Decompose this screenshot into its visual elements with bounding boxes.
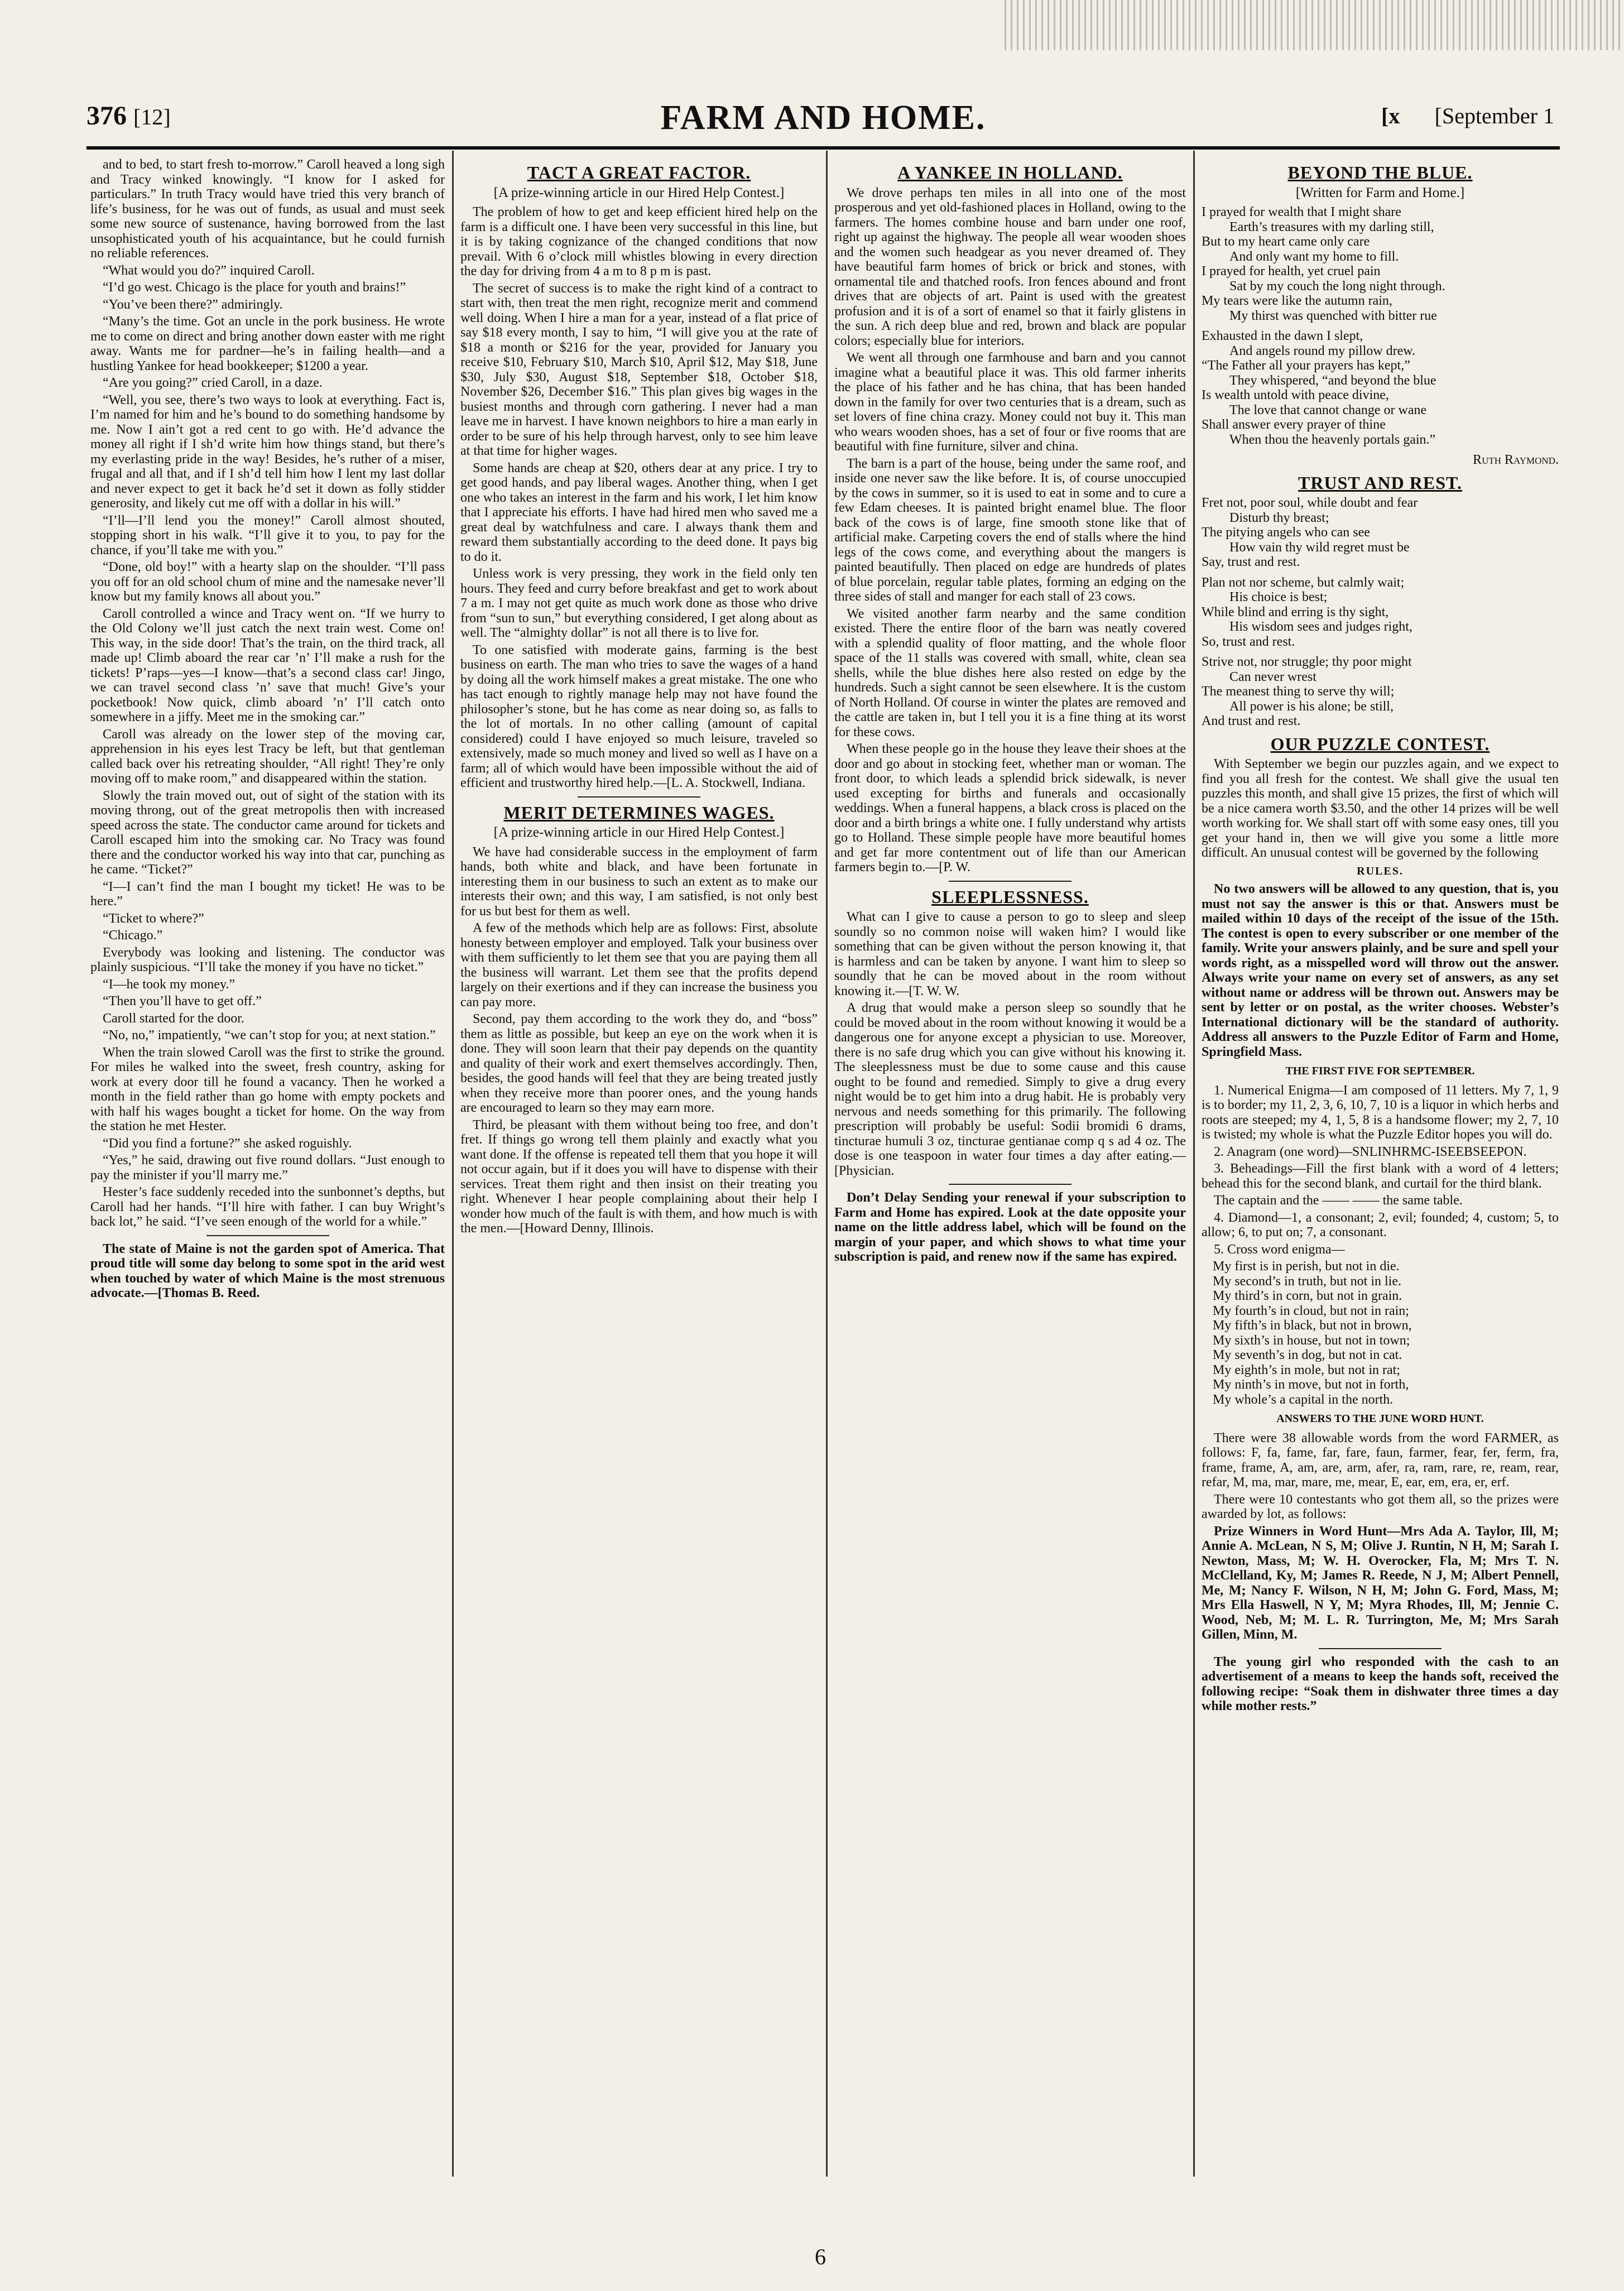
verse-line: “The Father all your prayers has kept,”	[1202, 358, 1410, 373]
paragraph: Second, pay them according to the work they do, and “boss” them as little as possible, but keep an eye on the work when it is done. They will soon learn that their pay depends on the quantity and quality of their work and exert themselves accordingly. Then, besides, the good hands will feel that they are being treated justly when they receive more than poorer ones, and the young hands are encouraged to learn so they may earn more.	[460, 1012, 818, 1115]
enigma-line: My whole’s a capital in the north.	[1213, 1392, 1394, 1407]
verse-line: They whispered, “and beyond the blue	[1229, 373, 1436, 388]
enigma-line: My ninth’s in move, but not in forth,	[1213, 1377, 1409, 1392]
column-divider	[452, 151, 454, 2177]
paragraph: Caroll was already on the lower step of the moving car, apprehension in his eyes lest Tracy be left, but that gentleman called back over his retreating shoulder, “All right! They’re only moving off to make room,” and disappeared within the station.	[90, 727, 445, 786]
stanza	[1202, 496, 1559, 570]
verse-line: While blind and erring is thy sight,	[1202, 604, 1389, 619]
headline-trust: TRUST AND REST.	[1298, 472, 1462, 493]
paragraph: Hester’s face suddenly receded into the sunbonnet’s depths, but Caroll had her hands. “I’ll hire with father. I can buy Wright’s back lot,” he said. “I’ve seen enough of the world for a while.”	[90, 1185, 445, 1229]
paragraph: Everybody was looking and listening. The conductor was plainly suspicious. “I’ll take the money if you have no ticket.”	[90, 945, 445, 974]
paragraph: The captain and the —— —— the same table.	[1214, 1193, 1463, 1208]
subhead: [A prize-winning article in our Hired Help Contest.]	[493, 185, 785, 200]
header-rule	[87, 146, 1560, 150]
paragraph: We drove perhaps ten miles in all into one of the most prosperous and yet old-fashioned places in Holland, owing to the farmers. The homes combine house and barn under one roof, right up against the highway. The people all wear wooden shoes and the women such headgear as you never dreamed of. They have beautiful farm homes of brick or brick and stones, with ornamental tile and thatched roofs. Iron fences abound and front drives that are objects of art. Paint is used with the greatest profusion and it is of a sort of enamel so that it fairly glistens in the sun. A rich deep blue and red, brown and black are popular colors; especially blue for interiors.	[834, 185, 1186, 348]
verse-line: Is wealth untold with peace divine,	[1202, 388, 1389, 402]
enigma-line: My fourth’s in cloud, but not in rain;	[1213, 1303, 1409, 1318]
paragraph: 3. Beheadings—Fill the first blank with a word of 4 letters; behead this for the second blank, and curtail for the third blank.	[1202, 1161, 1559, 1191]
paragraph: What can I give to cause a person to go to sleep and sleep soundly so no common noise will waken him? I would like something that can be given without the person knowing it, that is harmless and can be taken by anyone. I want him to sleep so soundly that he can be moved about in the room without knowing it.—[T. W. W.	[834, 910, 1186, 998]
stanza	[1202, 575, 1559, 650]
verse-line: I prayed for health, yet cruel pain	[1202, 264, 1381, 278]
paragraph: Caroll started for the door.	[103, 1011, 244, 1026]
rules-label: RULES.	[1357, 864, 1404, 877]
paragraph: 4. Diamond—1, a consonant; 2, evil; founded; 4, custom; 5, to allow; 6, to put on; 7, a consonant.	[1202, 1210, 1559, 1240]
paragraph: “Well, you see, there’s two ways to look at everything. Fact is, I’m named for him and he’s bound to do something handsome by me. Now I ain’t got a red cent to go with. He’d advance the money all right if I sh’d write him how things stand, but there’s my everlasting pride in the way! Besides, he’s ruther of a miser, frugal and all that, and if I sh’d tell him how I lent my last dollar and never expect to get it back he’d set it down as folly stidder generosity, and likely cut me off with a dollar in his will.”	[90, 392, 445, 511]
answers-label: ANSWERS TO THE JUNE WORD HUNT.	[1276, 1413, 1484, 1425]
puzzle-list	[1202, 1083, 1559, 1257]
enigma	[1202, 1259, 1559, 1407]
paragraph: “What would you do?” inquired Caroll.	[103, 263, 315, 278]
verse-line: Can never wrest	[1229, 669, 1317, 684]
page-marker: 6	[815, 2244, 826, 2269]
paragraph: Slowly the train moved out, out of sight of the station with its moving throng, out of the great metropolis then with increased speed across the state. The conductor came around for tickets and Caroll escaped him into the smoking car. No Tracy was found there and the conductor worked his way into that car, punching as he came. “Ticket?”	[90, 788, 445, 877]
verse-line: All power is his alone; be still,	[1229, 699, 1394, 714]
paragraph: A drug that would make a person sleep so soundly that he could be moved about in the room without knowing it would be a dangerous one for anyone except a physician to use. Moreover, there is no safe drug which you can give without his knowing it. The sleeplessness must be due to some cause and this cause ought to be found and remedied. Simply to give a drug every night would be to get him into a drug habit. He is probably very nervous and needs something for this primarily. The following prescription will probably be useful: Sodii bromidi 6 drams, tincturae humuli 3 oz, tincturae gentianae comp q s ad 4 oz. The dose is one teaspoon in water four times a day after eating.—[Physician.	[834, 1001, 1186, 1178]
paragraph: Some hands are cheap at $20, others dear at any price. I try to get good hands, and pay liberal wages. Another thing, when I get one who takes an interest in the farm and his work, I let him know that I appreciate his efforts. I have had hired men who saved me a great deal by watchfulness and care. I always thank them and reward them substantially according to the deed done. It pays big to do it.	[460, 460, 818, 564]
prize-winners: Prize Winners in Word Hunt—Mrs Ada A. Taylor, Ill, M; Annie A. McLean, N S, M; Olive J. Runtin, N H, M; Sarah I. Newton, Mass, M; W. H. Overocker, Fla, M; Mrs T. N. McClelland, Ky, M; James R. Reede, N J, M; Albert Pennell, Me, M; Nancy F. Wilson, N H, M; John G. Ford, Mass, M; Mrs Ella Haswell, N Y, M; Myra Rhodes, Ill, M; Jennie C. Wood, Neb, M; M. L. R. Turrington, Me, M; Mrs Sarah Gillen, Minn, M.	[1202, 1524, 1559, 1642]
page-number: 376 [12]	[87, 101, 171, 131]
paragraph: We visited another farm nearby and the same condition existed. There the entire floor of the barn was neatly covered with a splendid quality of floor matting, and the whole floor space of the 11 stalls was covered with small, white, clean sea shells, while the blue dishes here also rested on edge by the hundreds. Such a sight cannot be seen elsewhere. It is the custom of North Holland. Of course in winter the plates are removed and the cattle are taken in, but I tell you it is a fine thing at its worst for these cows.	[834, 606, 1186, 739]
column-divider	[1193, 151, 1195, 2177]
winners-text: There were 10 contestants who got them all, so the prizes were awarded by lot, as follows:	[1202, 1492, 1559, 1521]
stanza	[1202, 205, 1559, 323]
paragraph: and to bed, to start fresh to-morrow.” Caroll heaved a long sigh and Tracy winked knowingly. “I know for I asked for particulars.” In truth Tracy would have tried this very branch of life’s business, for he was out of funds, as usual and must seek some new source of sustenance, having borrowed from the last unsophisticated youth of his acquaintance, but he could furnish no reliable references.	[90, 157, 445, 261]
paragraph: Caroll controlled a wince and Tracy went on. “If we hurry to the Old Colony we’ll just catch the next train west. Come on! This way, in the side door! That’s the train, on the third track, all made up! Climb aboard the rear car ’n’ I’ll make a rush for the tickets! P’raps—yes—I know—that’s a second class car! Jingo, we can travel second class ’n’ save that much! Give’s your pocketbook! Now quick, climb aboard ’n’ I’ll catch onto somewhere in a jiffy. Meet me in the smoking car.”	[90, 606, 445, 724]
contest-intro: With September we begin our puzzles again, and we expect to find you all fresh for the contest. We shall give the usual ten puzzles this month, and shall give 15 prizes, the first of which will be a nice camera worth $3.50, and the other 14 prizes will be well worth working for. We shall start off with some easy ones, till you get your hand in, then we will give you some a little more difficult. An unusual contest will be governed by the following	[1202, 757, 1559, 860]
verse-line: How vain thy wild regret must be	[1229, 540, 1410, 555]
paragraph: “I’ll—I’ll lend you the money!” Caroll almost shouted, stopping short in his walk. “I’ll give it to you, to pay for the chance, if you’ll take me with you.”	[90, 513, 445, 558]
article-body	[460, 205, 818, 791]
verse-line: Plan not nor scheme, but calmly wait;	[1202, 575, 1405, 590]
paragraph: The barn is a part of the house, being under the same roof, and inside one never saw the like before. It is, of course unoccupied by the cows in summer, so it is used to eat in some and to cure a few Edam cheeses. It is painted bright enamel blue. The floor back of the cows is of large, fine smooth stone like that of artificial make. Carpeting covers the end of stalls where the hind legs of the cows come, and everything about the mangers is painted beautifully. Then placed on edge are hundreds of plates of blue porcelain, regular table plates, forming an edging on the three sides of stall and manger for each stall of 23 cows.	[834, 456, 1186, 604]
issue-date: [September 1	[1434, 103, 1554, 128]
verse-line: My tears were like the autumn rain,	[1202, 294, 1392, 308]
closing-note: The young girl who responded with the cash to an advertisement of a means to keep the hands soft, received the following recipe: “Soak them in dishwater three times a day while mother rests.”	[1202, 1654, 1559, 1713]
divider	[1319, 1648, 1442, 1649]
verse-line: But to my heart came only care	[1202, 234, 1370, 249]
enigma-line: My seventh’s in dog, but not in cat.	[1213, 1348, 1402, 1362]
verse-line: The love that cannot change or wane	[1229, 402, 1427, 417]
verse-line: Sat by my couch the long night through.	[1229, 278, 1445, 294]
paragraph: When the train slowed Caroll was the first to strike the ground. For miles he walked into the sweet, fresh country, asking for work at every door till he found a vacancy. Then he worked a month in the field rather than go home with empty pockets and with half his wages bought a ticket for home. On the way from the station he met Hester.	[90, 1045, 445, 1134]
divider	[206, 1235, 329, 1236]
poem	[1202, 205, 1559, 447]
verse-line: And only want my home to fill.	[1229, 249, 1399, 264]
column-1	[90, 157, 445, 2189]
paragraph: When these people go in the house they leave their shoes at the door and go about in stocking feet, whether man or woman. The front door, to which leads a splendid brick sidewalk, is never used excepting for births and funerals and occasionally weddings. When a funeral happens, a black cross is placed on the door and a birth brings a white one. I fully understand why artists go to Holland. These simple people have more beautiful homes and get far more contentment out of life than our American farmers begin to.—[P. W.	[834, 742, 1186, 875]
verse-line: I prayed for wealth that I might share	[1202, 205, 1401, 219]
column-divider	[826, 151, 828, 2177]
article-body	[834, 186, 1186, 875]
verse-line: My thirst was quenched with bitter rue	[1229, 308, 1437, 323]
paragraph: “I—he took my money.”	[103, 977, 236, 992]
paragraph: “I—I can’t find the man I bought my ticket! He was to be here.”	[90, 879, 445, 909]
verse-line: Fret not, poor soul, while doubt and fear	[1202, 496, 1418, 510]
enigma-line: My second’s in truth, but not in lie.	[1213, 1274, 1401, 1289]
paragraph: 1. Numerical Enigma—I am composed of 11 letters. My 7, 1, 9 is to border; my 11, 2, 3, 6, 10, 7, 10 is a liquor in which herbs and roots are steeped; my 4, 1, 5, 8 is a handsome flower; my 2, 7, 10 is twisted; my whole is what the Puzzle Editor hopes you will do.	[1202, 1083, 1559, 1142]
headline-beyond: BEYOND THE BLUE.	[1287, 162, 1473, 182]
headline-puzzle: OUR PUZZLE CONTEST.	[1270, 733, 1490, 754]
paragraph: “Did you find a fortune?” she asked roguishly.	[103, 1136, 352, 1151]
paragraph: “You’ve been there?” admiringly.	[103, 297, 283, 312]
first-five-label: THE FIRST FIVE FOR SEPTEMBER.	[1285, 1065, 1475, 1077]
verse-line: Exhausted in the dawn I slept,	[1202, 329, 1363, 343]
paragraph: “Are you going?” cried Caroll, in a daze.	[103, 376, 323, 390]
stanza	[1202, 655, 1559, 729]
newspaper-title: FARM AND HOME.	[660, 99, 986, 137]
headline-yankee: A YANKEE IN HOLLAND.	[897, 162, 1123, 182]
enigma-line: My first is in perish, but not in die.	[1213, 1259, 1400, 1274]
paragraph: We have had considerable success in the employment of farm hands, both white and black, and have been fortunate in interesting them in our business to such an extent as to make our interests their own; and this way, I am satisfied, is not only best for us but best for them as well.	[460, 844, 818, 919]
paragraph: 5. Cross word enigma—	[1214, 1242, 1345, 1257]
subhead: [A prize-winning article in our Hired Help Contest.]	[493, 825, 785, 840]
paragraph: To one satisfied with moderate gains, farming is the best business on earth. The man who tries to save the wages of a hand by doing all the work himself makes a great mistake. The one who has tact enough to rightly manage help may not have found the philosopher’s stone, but he has come as near doing so, as falls to the lot of mortals. In no other calling (amount of capital considered) could I have enjoyed so much leisure, traveled so extensively, made so much money and lived so well as I have on a farm; all of which would have been impossible without the aid of efficient and trustworthy hired help.—[L. A. Stockwell, Indiana.	[460, 642, 818, 790]
column-2	[460, 157, 818, 2189]
enigma-line: My eighth’s in mole, but not in rat;	[1213, 1362, 1400, 1377]
right-mark: [x	[1381, 103, 1400, 128]
verse-line: Say, trust and rest.	[1202, 555, 1300, 569]
headline-merit: MERIT DETERMINES WAGES.	[503, 802, 775, 823]
story-continuation	[90, 157, 445, 1229]
verse-line: Earth’s treasures with my darling still,	[1229, 219, 1434, 234]
paragraph: The secret of success is to make the right kind of a contract to start with, then treat the men right, recognize merit and commend well doing. When I hire a man for a year, instead of a flat price of say $18 every month, I say to him, “I will give you at the rate of $18 a month or $216 for the year, provided for January you receive $10, February $10, March $10, April $12, May $18, June $30, July $30, August $18, September $18, October $18, November $26, December $16.” This plan gives big wages in the busiest months and through corn gathering. I never had a man leave me in harvest. I have known neighbors to hire a man early in order to be sure of his help through harvest, only to see him leave at that time for higher wages.	[460, 281, 818, 458]
scan-noise	[1005, 0, 1624, 50]
paragraph: The problem of how to get and keep efficient hired help on the farm is a difficult one. I have been very successful in this line, but it is by taking cognizance of the changed conditions that now prevail. With 6 o’clock mill whistles blowing in every direction the day for driving from 4 a m to 8 p m is past.	[460, 205, 818, 278]
paragraph: 2. Anagram (one word)—SNLINHRMC-ISEEBSEEPON.	[1214, 1144, 1527, 1159]
article-body	[834, 910, 1186, 1178]
paragraph: “No, no,” impatiently, “we can’t stop for you; at next station.”	[103, 1028, 436, 1043]
paragraph: A few of the methods which help are as follows: First, absolute honesty between employer and employed. Talk your business over with them sufficiently to let them see that you are paying them all the business will warrant. Let them see that the profits depend largely on their exertions and if they can increase the business you can pay more.	[460, 921, 818, 1010]
verse-line: His wisdom sees and judges right,	[1229, 619, 1412, 634]
verse-line: His choice is best;	[1229, 590, 1328, 604]
divider	[578, 796, 700, 798]
subhead: [Written for Farm and Home.]	[1295, 185, 1465, 200]
verse-line: Disturb thy breast;	[1229, 510, 1329, 525]
enigma-line: My third’s in corn, but not in grain.	[1213, 1289, 1402, 1303]
verse-line: And angels round my pillow drew.	[1229, 343, 1416, 358]
paragraph: We went all through one farmhouse and barn and you cannot imagine what a beautiful place it was. This old farmer inherits the place of his father and he has china, that has been handed down in the family for over two centuries that is a dream, such as set lovers of fine china crazy. Money could not buy it. This man who wears wooden shoes, has a set of four or five rooms that are beautiful with fine furniture, silver and china.	[834, 350, 1186, 454]
verse-line: Shall answer every prayer of thine	[1202, 417, 1386, 432]
renewal-notice: Don’t Delay Sending your renewal if your subscription to Farm and Home has expired. Look at the date opposite your name on the little address label, which will be found on the margin of your paper, and which shows to what time your subscription is paid, and renew now if the same has expired.	[834, 1190, 1186, 1264]
article-body	[460, 845, 818, 1236]
paragraph: “Many’s the time. Got an uncle in the pork business. He wrote me to come on direct and bring another down easter with me right away. Wants me for pardner—he’s in failing health—and a hustling Yankee for head bookkeeper; $1200 a year.	[90, 314, 445, 373]
poem	[1202, 496, 1559, 729]
quote: The state of Maine is not the garden spot of America. That proud title will some day belong to some spot in the arid west when touched by water of which Maine is the most strenuous advocate.—[Thomas B. Reed.	[90, 1241, 445, 1300]
paragraph: “Done, old boy!” with a hearty slap on the shoulder. “I’ll pass you off for an old school chum of mine and the namesake never’ll know but my family knows all about you.”	[90, 560, 445, 604]
paragraph: Third, be pleasant with them without being too free, and don’t fret. If things go wrong tell them plainly and exactly what you want done. If the offense is repeated tell them that you hope it will not occur again, but if it does you will have to dispense with their services. Treat them right and then insist on their treating you right. Whenever I hear people complaining about their help I wonder how much of the fault is with them, and how much is with the men.—[Howard Denny, Illinois.	[460, 1117, 818, 1236]
verse-line: When thou the heavenly portals gain.”	[1229, 432, 1436, 447]
column-3	[834, 157, 1186, 2189]
enigma-line: My fifth’s in black, but not in brown,	[1213, 1318, 1412, 1333]
column-4	[1202, 157, 1559, 2189]
divider	[949, 881, 1072, 882]
paragraph: “I’d go west. Chicago is the place for youth and brains!”	[103, 280, 406, 295]
stanza	[1202, 329, 1559, 447]
paragraph: “Yes,” he said, drawing out five round dollars. “Just enough to pay the minister if you’ll marry me.”	[90, 1153, 445, 1183]
paragraph: Unless work is very pressing, they work in the field only ten hours. They feed and curry before breakfast and get to work about 7 a m. I may not get quite as much work done as those who drive from “sun to sun,” but everything considered, I get along about as well. The “almighty dollar” is not all there is to live for.	[460, 566, 818, 640]
rules-text: No two answers will be allowed to any question, that is, you must not say the answer is this or that. Answers must be mailed within 10 days of the receipt of the issue of the 15th. The contest is open to every subscriber or one member of the family. Write your answers plainly, and be sure and spell your words right, as a misspelled word will throw out the answer. Always write your name on every set of answers, as any set without name or address will be thrown out. Answers may be sent by letter or on postal, as the writer chooses. Webster’s International dictionary will be the standard of authority. Address all answers to the Puzzle Editor of Farm and Home, Springfield Mass.	[1202, 882, 1559, 1059]
divider	[949, 1184, 1072, 1185]
paragraph: “Then you’ll have to get off.”	[103, 994, 262, 1008]
answers-text: There were 38 allowable words from the word FARMER, as follows: F, fa, fame, far, fare, faun, farmer, fear, fer, ferm, fra, frame, frame, A, am, are, arm, afer, ra, ram, rare, re, ream, rear, refar, M, ma, mar, mare, me, mear, E, ear, em, era, er, erf.	[1202, 1430, 1559, 1490]
verse-line: Strive not, nor struggle; thy poor might	[1202, 655, 1412, 669]
verse-line: The pitying angels who can see	[1202, 525, 1370, 540]
enigma-line: My sixth’s in house, but not in town;	[1213, 1333, 1410, 1348]
verse-line: So, trust and rest.	[1202, 634, 1295, 649]
verse-line: The meanest thing to serve thy will;	[1202, 684, 1395, 699]
paragraph: “Chicago.”	[103, 928, 163, 943]
poem-author: Ruth Raymond.	[1473, 453, 1559, 467]
headline-sleeplessness: SLEEPLESSNESS.	[931, 886, 1089, 907]
headline-tact: TACT A GREAT FACTOR.	[527, 162, 751, 182]
masthead	[87, 100, 1560, 145]
paragraph: “Ticket to where?”	[103, 911, 204, 926]
verse-line: And trust and rest.	[1202, 714, 1301, 728]
